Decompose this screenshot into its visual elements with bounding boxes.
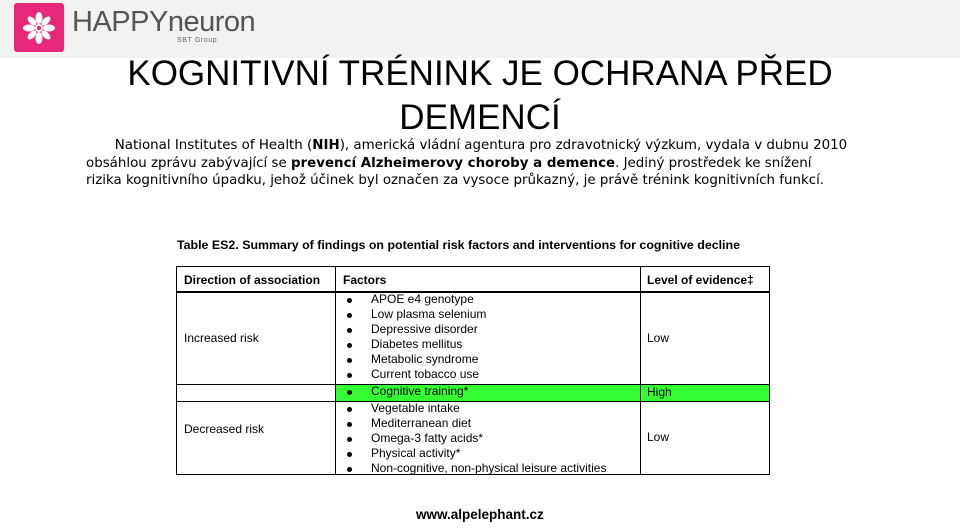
intro-paragraph — [86, 137, 876, 190]
column-divider — [335, 267, 336, 474]
title-line-2: DEMENCÍ — [399, 98, 561, 137]
paragraph-line-2 — [86, 155, 876, 173]
factor-item: Vegetable intake — [371, 401, 460, 415]
bullet-icon — [347, 407, 352, 412]
bullet-icon — [347, 467, 352, 472]
column-divider — [640, 267, 641, 474]
factor-item: Physical activity* — [371, 446, 461, 460]
factor-item: Metabolic syndrome — [371, 352, 479, 366]
direction-decreased: Decreased risk — [184, 422, 265, 436]
findings-table — [176, 266, 770, 475]
footer-url[interactable]: www.alpelephant.cz — [416, 507, 544, 522]
bullet-icon — [347, 343, 352, 348]
paragraph-bold-prevention: prevencí Alzheimerovy choroby a demence — [290, 155, 616, 171]
table-header-row — [177, 267, 769, 293]
bullet-icon — [347, 313, 352, 318]
header-band — [0, 0, 960, 58]
factor-item: Current tobacco use — [371, 367, 480, 381]
paragraph-bold-nih: NIH — [312, 138, 340, 153]
brand-subtitle: SBT Group — [177, 37, 218, 44]
paragraph-text: obsáhlou zprávu zabývající se — [86, 155, 291, 171]
level-highlighted: High — [647, 385, 672, 399]
table-caption: Table ES2. Summary of findings on potential risk factors and interventions for cognitive decline — [177, 238, 740, 252]
header-direction: Direction of association — [184, 273, 321, 287]
bullet-icon — [347, 373, 352, 378]
paragraph-text: ), americká vládní agentura pro zdravotnický výzkum, vydala v dubnu 2010 — [339, 138, 848, 153]
factor-item: Mediterranean diet — [371, 416, 472, 430]
paragraph-text: . Jediný prostředek ke snížení — [615, 155, 812, 171]
factor-item: Diabetes mellitus — [371, 337, 463, 351]
factor-item-highlighted: Cognitive training* — [371, 384, 469, 398]
slide-title — [80, 52, 880, 140]
factor-item: Non-cognitive, non-physical leisure activities — [371, 461, 607, 475]
paragraph-text: National Institutes of Health ( — [114, 138, 313, 153]
bullet-icon — [347, 452, 352, 457]
title-line-1: KOGNITIVNÍ TRÉNINK JE OCHRANA PŘED — [127, 54, 833, 93]
paragraph-line-1 — [86, 137, 876, 155]
level-decreased: Low — [647, 430, 670, 444]
brand-name: HAPPYneuron — [72, 6, 256, 38]
direction-increased: Increased risk — [184, 331, 259, 345]
bullet-icon — [347, 390, 352, 395]
bullet-icon — [347, 328, 352, 333]
bullet-icon — [347, 437, 352, 442]
bullet-icon — [347, 358, 352, 363]
bullet-icon — [347, 422, 352, 427]
bullet-icon — [347, 298, 352, 303]
factor-item: APOE e4 genotype — [371, 292, 474, 306]
paragraph-line-3: rizika kognitivního úpadku, jehož účinek byl označen za vysoce průkazný, je právě trénink kognitivních funkcí. — [86, 173, 825, 188]
factor-item: Low plasma selenium — [371, 307, 487, 321]
header-factors: Factors — [343, 273, 387, 287]
factor-item: Depressive disorder — [371, 322, 478, 336]
row-divider — [177, 401, 769, 402]
flower-logo-icon — [14, 3, 64, 52]
factor-item: Omega-3 fatty acids* — [371, 431, 484, 445]
header-level: Level of evidence‡ — [647, 273, 754, 287]
row-divider — [177, 384, 769, 385]
level-increased: Low — [647, 331, 670, 345]
